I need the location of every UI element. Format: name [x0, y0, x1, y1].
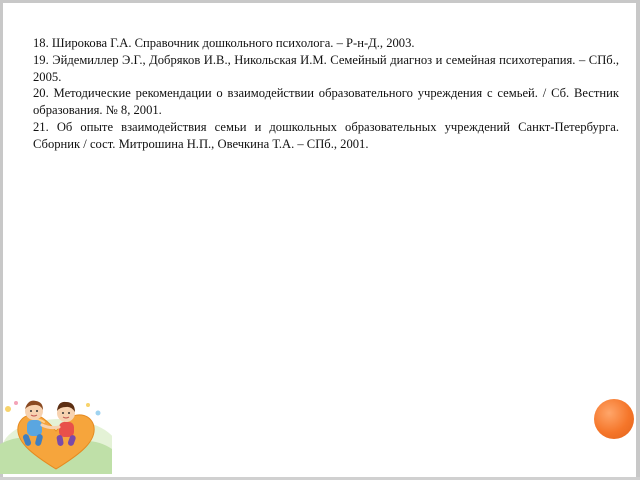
children-on-heart-icon — [0, 389, 112, 474]
reference-item-21: 21. Об опыте взаимодействия семьи и дошкольных образовательных учреждений Санкт-Петербурга. Сборник / сост. Митрошина Н.П., Овечкина Т.А. – СПб., 2001. — [33, 119, 619, 151]
slide-border-top — [0, 0, 640, 3]
reference-item-18: 18. Широкова Г.А. Справочник дошкольного психолога. – Р-н-Д., 2003. — [33, 36, 415, 50]
slide-border-right — [636, 0, 640, 480]
reference-item-20: 20. Методические рекомендации о взаимодействии образовательного учреждения с семьей. / Сб. Вестник образования. № 8, 2001. — [33, 86, 619, 118]
reference-item-19: 19. Эйдемиллер Э.Г., Добряков И.В., Никольская И.М. Семейный диагноз и семейная психотерапия. – СПб., 2005. — [33, 52, 619, 84]
orange-accent-circle — [594, 399, 634, 439]
reference-list — [33, 35, 619, 153]
